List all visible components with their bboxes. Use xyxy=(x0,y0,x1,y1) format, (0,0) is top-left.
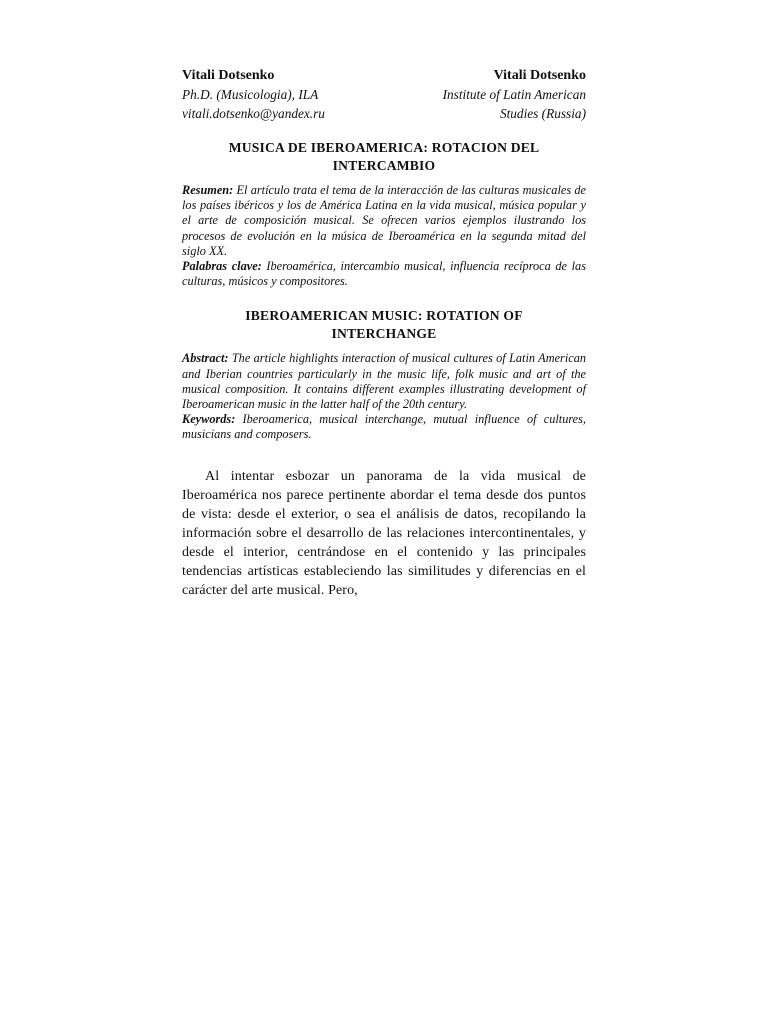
author-block xyxy=(182,66,586,123)
author-name: Vitali Dotsenko xyxy=(182,68,275,83)
author-institute: Institute of Latin American xyxy=(442,87,586,102)
title-english: IBEROAMERICAN MUSIC: ROTATION OF INTERCHANGE xyxy=(245,308,523,342)
abstract-english xyxy=(182,351,586,442)
abstract-label: Abstract: xyxy=(182,351,229,366)
keywords-text-english: Iberoamerica, musical interchange, mutual influence of cultures, musicians and composers. xyxy=(182,412,586,442)
body-paragraph: Al intentar esbozar un panorama de la vida musical de Iberoamérica nos parece pertinente abordar el tema desde dos puntos de vista: desde el exterior, o sea el análisis de datos, recopilando la información sobre el desarrollo de las relaciones intercontinentales, y desde el interior, centrándose en el contenido y las principales tendencias artísticas estableciendo las similitudes y diferencias en el carácter del arte musical. Pero, xyxy=(182,468,586,598)
summary-label: Resumen: xyxy=(182,183,234,197)
summary-text: El artículo trata el tema de la interacción de las culturas musicales de los países ibéricos y los de América Latina en la vida musical, música popular y el arte de composición musical. Se ofrecen varios ejemplos ilustrando los procesos de evolución en la música de Iberoamérica en la segunda mitad del siglo XX. xyxy=(182,183,586,258)
title-spanish: MUSICA DE IBEROAMERICA: ROTACION DEL INTERCAMBIO xyxy=(228,140,540,173)
author-left xyxy=(182,66,325,123)
paper-page xyxy=(182,66,586,614)
author-affiliation: Ph.D. (Musicologia), ILA xyxy=(182,87,319,102)
keywords-label-spanish: Palabras clave: xyxy=(182,259,262,274)
author-name: Vitali Dotsenko xyxy=(493,68,586,83)
author-right xyxy=(443,66,586,123)
keywords-text-spanish: Iberoamérica, intercambio musical, influencia recíproca de las culturas, músicos y compositores. xyxy=(182,259,586,289)
keywords-label-english: Keywords: xyxy=(182,412,236,427)
abstract-text: The article highlights interaction of musical cultures of Latin American and Iberian countries particularly in the music life, folk music and art of the musical composition. It contains different examples illustrating development of Iberoamerican music in the latter half of the 20th century. xyxy=(182,351,586,412)
author-email: vitali.dotsenko@yandex.ru xyxy=(182,106,325,121)
summary-spanish xyxy=(182,183,586,289)
author-institute-country: Studies (Russia) xyxy=(499,106,586,121)
